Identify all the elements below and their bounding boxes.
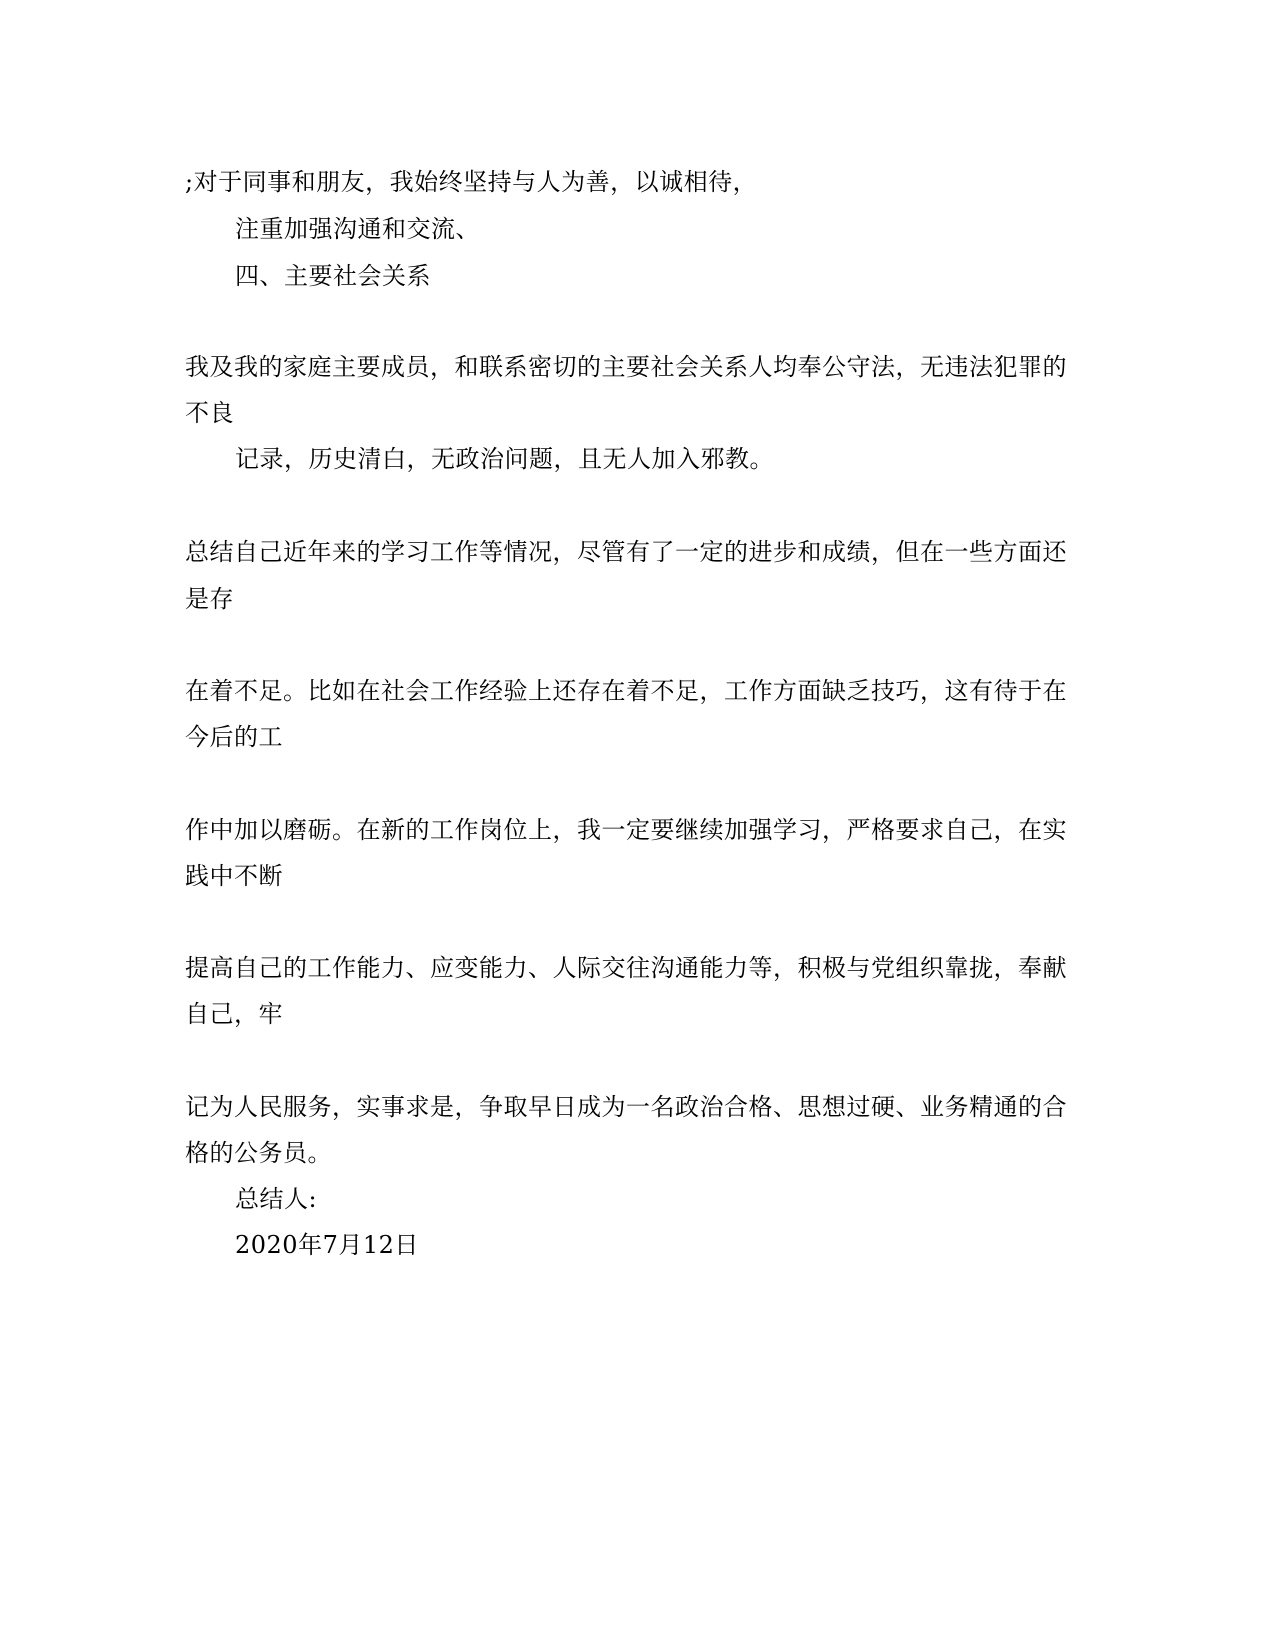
signature-label: 总结人: bbox=[235, 1185, 318, 1213]
date-line: 2020年7月12日 bbox=[235, 1231, 419, 1259]
text-line: 注重加强沟通和交流、 bbox=[235, 215, 480, 243]
text-line: 践中不断 bbox=[185, 862, 283, 890]
text-line: 不良 bbox=[185, 399, 234, 427]
text-line: 今后的工 bbox=[185, 723, 283, 751]
text-line: 是存 bbox=[185, 585, 234, 613]
text-line: 记录，历史清白，无政治问题，且无人加入邪教。 bbox=[235, 445, 774, 473]
section-heading: 四、主要社会关系 bbox=[235, 262, 431, 290]
text-line: 作中加以磨砺。在新的工作岗位上，我一定要继续加强学习，严格要求自己，在实 bbox=[185, 816, 1067, 844]
text-line: 总结自己近年来的学习工作等情况，尽管有了一定的进步和成绩，但在一些方面还 bbox=[185, 538, 1067, 566]
text-line: 在着不足。比如在社会工作经验上还存在着不足，工作方面缺乏技巧，这有待于在 bbox=[185, 677, 1067, 705]
text-line: 我及我的家庭主要成员，和联系密切的主要社会关系人均奉公守法，无违法犯罪的 bbox=[185, 353, 1067, 381]
text-line: 提高自己的工作能力、应变能力、人际交往沟通能力等，积极与党组织靠拢，奉献 bbox=[185, 954, 1067, 982]
text-line: 记为人民服务，实事求是，争取早日成为一名政治合格、思想过硬、业务精通的合 bbox=[185, 1093, 1067, 1121]
text-line: ;对于同事和朋友，我始终坚持与人为善，以诚相待， bbox=[185, 168, 758, 196]
text-line: 自己，牢 bbox=[185, 1000, 283, 1028]
text-line: 格的公务员。 bbox=[185, 1139, 332, 1167]
